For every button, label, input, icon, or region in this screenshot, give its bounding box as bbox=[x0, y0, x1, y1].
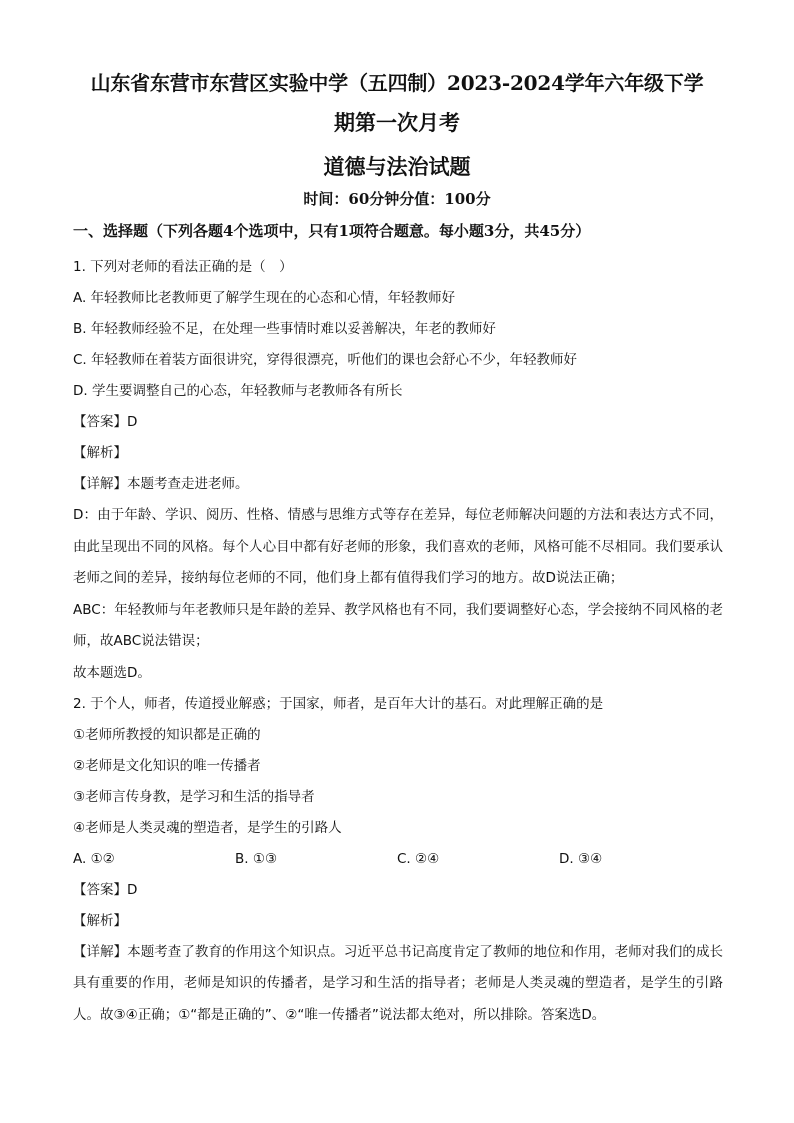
question-2-analysis-label: 【解析】 bbox=[73, 912, 127, 929]
exam-subject-title: 道德与法治试题 bbox=[323, 154, 471, 179]
question-1-option-b: B. 年轻教师经验不足，在处理一些事情时难以妥善解决，年老的教师好 bbox=[73, 321, 496, 337]
question-1-analysis-label: 【解析】 bbox=[73, 445, 127, 461]
question-1-stem: 1. 下列对老师的看法正确的是（ ） bbox=[73, 259, 293, 275]
question-2-option-c: C. ②④ bbox=[397, 850, 440, 867]
question-2-statement-4: ④老师是人类灵魂的塑造者，是学生的引路人 bbox=[73, 819, 342, 836]
question-1-explanation-abc: ABC：年轻教师与年老教师只是年龄的差异、教学风格也有不同，我们要调整好心态，学会接纳不同风格的老师，故ABC说法错误； bbox=[73, 601, 723, 649]
question-2-detail: 【详解】本题考查了教育的作用这个知识点。习近平总书记高度肯定了教师的地位和作用，老师对我们的成长具有重要的作用，老师是知识的传播者，是学习和生活的指导者；老师是人类灵魂的塑造者，是学生的引路人。故③④正确；①“都是正确的”、②“唯一传播者”说法都太绝对，所以排除。答案选D。 bbox=[73, 943, 723, 1023]
question-2-option-a: A. ①② bbox=[73, 850, 115, 867]
question-1-option-a: A. 年轻教师比老教师更了解学生现在的心态和心情，年轻教师好 bbox=[73, 290, 456, 306]
question-2-stem: 2. 于个人，师者，传道授业解惑；于国家，师者，是百年大计的基石。对此理解正确的是 bbox=[73, 695, 604, 712]
question-1-conclusion: 故本题选D。 bbox=[73, 664, 151, 681]
question-2-options bbox=[73, 844, 723, 875]
exam-time-score: 时间：60分钟分值：100分 bbox=[303, 190, 491, 208]
question-body bbox=[73, 252, 723, 1031]
question-1-answer: 【答案】D bbox=[73, 414, 138, 430]
question-2-option-d: D. ③④ bbox=[559, 850, 603, 867]
question-2-statement-1: ①老师所教授的知识都是正确的 bbox=[73, 726, 261, 743]
exam-title-line2: 期第一次月考 bbox=[334, 110, 460, 135]
question-2-option-b: B. ①③ bbox=[235, 850, 278, 867]
section-heading: 一、选择题（下列各题4个选项中，只有1项符合题意。每小题3分，共45分） bbox=[73, 222, 591, 240]
question-2-statement-2: ②老师是文化知识的唯一传播者 bbox=[73, 757, 261, 774]
question-2-statement-3: ③老师言传身教，是学习和生活的指导者 bbox=[73, 788, 315, 805]
question-1-option-d: D. 学生要调整自己的心态，年轻教师与老教师各有所长 bbox=[73, 383, 403, 399]
question-1-explanation-d: D：由于年龄、学识、阅历、性格、情感与思维方式等存在差异，每位老师解决问题的方法和表达方式不同，由此呈现出不同的风格。每个人心目中都有好老师的形象，我们喜欢的老师，风格可能不尽相同。我们要承认老师之间的差异，接纳每位老师的不同，他们身上都有值得我们学习的地方。故D说法正确； bbox=[73, 507, 723, 586]
question-2-answer: 【答案】D bbox=[73, 881, 138, 898]
question-1-option-c: C. 年轻教师在着装方面很讲究，穿得很漂亮，听他们的课也会舒心不少，年轻教师好 bbox=[73, 352, 578, 368]
exam-title-line1: 山东省东营市东营区实验中学（五四制）2023-2024学年六年级下学 bbox=[90, 71, 704, 95]
question-1-detail: 【详解】本题考查走进老师。 bbox=[73, 476, 249, 492]
